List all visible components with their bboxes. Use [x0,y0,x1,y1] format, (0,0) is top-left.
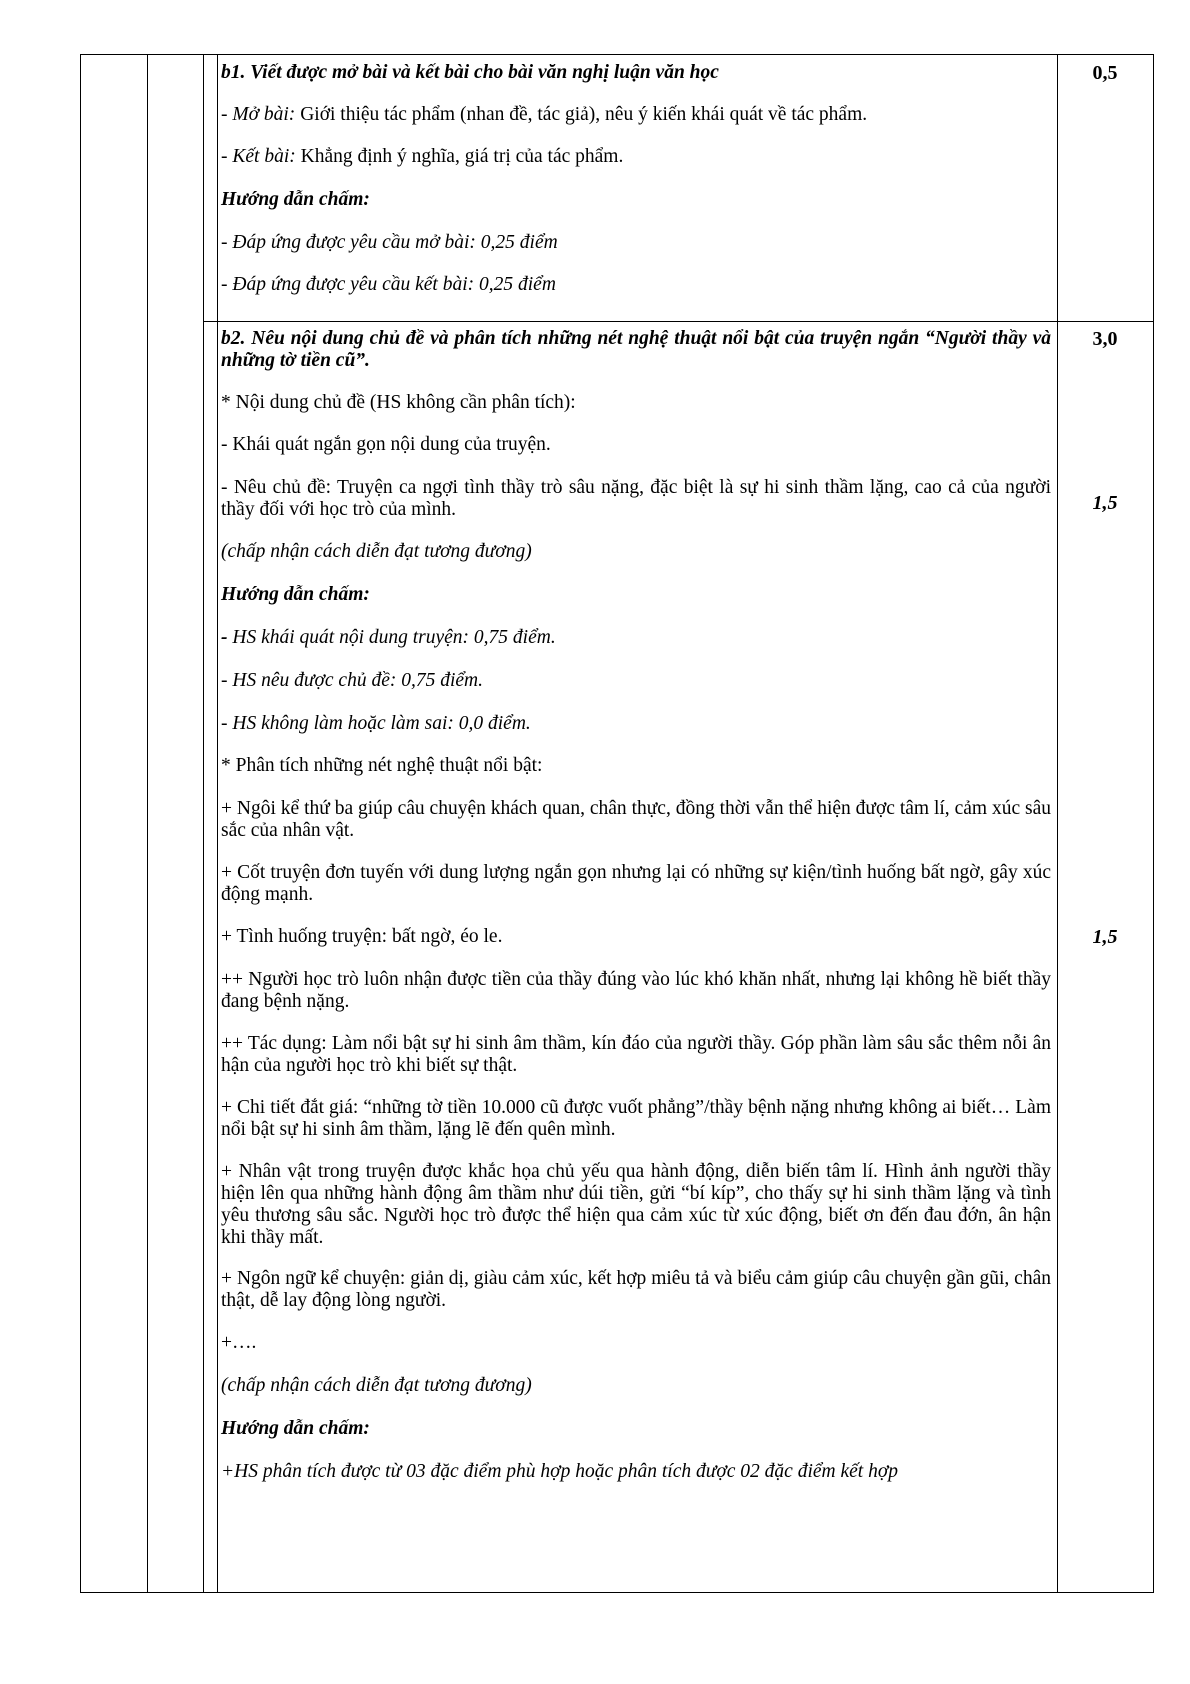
b2-art-title: * Phân tích những nét nghệ thuật nổi bật: [221,755,543,776]
b2-art-4: + Chi tiết đắt giá: “những tờ tiền 10.000 cũ được vuốt phẳng”/thầy bệnh nặng nhưng không ai biết… Làm nổi bật sự hi sinh âm thầm, lặng lẽ đến quên mình. [221,1097,1051,1140]
row-divider [203,321,1153,322]
b2-guide-heading-2: Hướng dẫn chấm: [221,1418,370,1439]
b2-art-3a: ++ Người học trò luôn nhận được tiền của thầy đúng vào lúc khó khăn nhất, nhưng lại không hề biết thầy đang bệnh nặng. [221,969,1051,1012]
column-divider-1 [147,55,148,1592]
b2-content-score: 1,5 [1092,492,1118,514]
b2-art-score: 1,5 [1092,926,1118,948]
b2-art-3: + Tình huống truyện: bất ngờ, éo le. [221,926,503,947]
b1-score: 0,5 [1092,62,1118,84]
b2-art-5: + Nhân vật trong truyện được khắc họa chủ yếu qua hành động, diễn biến tâm lí. Hình ảnh người thầy hiện lên qua những hành động âm thầm như dúi tiền, gửi “bí kíp”, cho thấy sự hi sinh thầm lặng và tình yêu thương sâu sắc. Người học trò được thể hiện qua cảm xúc từ xúc động, biết ơn đến đau đớn, ân hận khi thầy mất. [221,1161,1051,1248]
column-divider-3 [217,55,218,1592]
b2-content-title: * Nội dung chủ đề (HS không cần phân tích): [221,392,576,413]
guide-1a-text: HS khái quát nội dung truyện: 0,75 điểm. [227,627,556,648]
b2-guide-1b: - HS nêu được chủ đề: 0,75 điểm. [221,670,484,691]
b2-art-1: + Ngôi kể thứ ba giúp câu chuyện khách quan, chân thực, đồng thời vẫn thể hiện được tâm lí, cảm xúc sâu sắc của nhân vật. [221,798,1051,841]
b2-heading: b2. Nêu nội dung chủ đề và phân tích những nét nghệ thuật nổi bật của truyện ngắn “Người thầy và những tờ tiền cũ”. [221,328,1051,371]
mo-bai-text: Giới thiệu tác phẩm (nhan đề, tác giả), nêu ý kiến khái quát về tác phẩm. [295,104,868,125]
b2-art-6: + Ngôn ngữ kể chuyện: giản dị, giàu cảm xúc, kết hợp miêu tả và biểu cảm giúp câu chuyện gần gũi, chân thật, dễ lay động lòng người. [221,1268,1051,1311]
b1-ket-bai [221,146,1051,168]
b2-guide-2a: +HS phân tích được từ 03 đặc điểm phù hợp hoặc phân tích được 02 đặc điểm kết hợp [221,1461,898,1482]
b2-art-7: +…. [221,1332,257,1353]
column-divider-4 [1057,55,1058,1592]
b2-score: 3,0 [1092,328,1118,350]
b2-guide-1a [221,627,1051,649]
b1-mo-bai [221,104,1051,126]
b2-accept-note-1: (chấp nhận cách diễn đạt tương đương) [221,541,532,562]
b2-art-2: + Cốt truyện đơn tuyến với dung lượng ngắn gọn nhưng lại có những sự kiện/tình huống bất ngờ, gây xúc động mạnh. [221,862,1051,905]
mo-bai-label: - Mở bài: [221,104,296,125]
guide-1a-dash: - [221,627,228,648]
ket-bai-text: Khẳng định ý nghĩa, giá trị của tác phẩm. [295,146,624,167]
b1-heading: b1. Viết được mở bài và kết bài cho bài văn nghị luận văn học [221,62,719,83]
ket-bai-label: - Kết bài: [221,146,296,167]
b2-art-3b: ++ Tác dụng: Làm nổi bật sự hi sinh âm thầm, kín đáo của người thầy. Góp phần làm sâu sắc thêm nỗi ân hận của người học trò khi biết sự thật. [221,1033,1051,1076]
b2-guide-heading-1: Hướng dẫn chấm: [221,584,370,605]
b2-content-1: - Khái quát ngắn gọn nội dung của truyện. [221,434,551,455]
b1-guide-1: - Đáp ứng được yêu cầu mở bài: 0,25 điểm [221,232,558,253]
b2-accept-note-2: (chấp nhận cách diễn đạt tương đương) [221,1375,532,1396]
b1-guide-2: - Đáp ứng được yêu cầu kết bài: 0,25 điểm [221,274,556,295]
b2-guide-1c: - HS không làm hoặc làm sai: 0,0 điểm. [221,713,531,734]
b2-content-2: - Nêu chủ đề: Truyện ca ngợi tình thầy trò sâu nặng, đặc biệt là sự hi sinh thầm lặng, cao cả của người thầy đối với học trò của mình. [221,477,1051,520]
b1-guide-heading: Hướng dẫn chấm: [221,189,370,210]
column-divider-2 [203,55,204,1592]
